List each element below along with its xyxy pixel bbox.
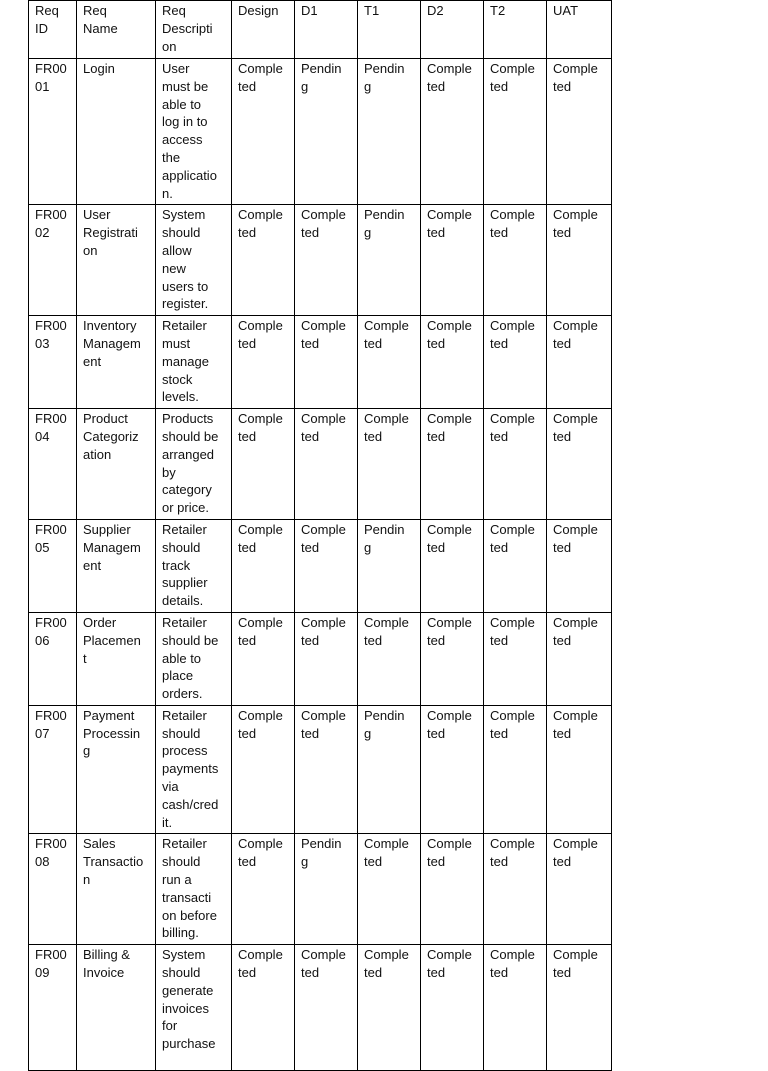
cell-req-description: Retailer should run a transacti on before billing. <box>156 834 232 945</box>
cell-t1-status: Pendin g <box>358 519 421 612</box>
table-header-row <box>29 1 612 59</box>
cell-req-description: Retailer should be able to place orders. <box>156 612 232 705</box>
cell-t1-status: Pendin g <box>358 59 421 205</box>
cell-design-status: Comple ted <box>232 612 295 705</box>
cell-uat-status: Comple ted <box>547 705 612 834</box>
cell-t2-status: Comple ted <box>484 205 547 316</box>
table-row <box>29 519 612 612</box>
table-row <box>29 205 612 316</box>
cell-req-name: Order Placemen t <box>77 612 156 705</box>
cell-d1-status: Comple ted <box>295 409 358 520</box>
cell-uat-status: Comple ted <box>547 316 612 409</box>
cell-d2-status: Comple ted <box>421 834 484 945</box>
cell-t1-status: Comple ted <box>358 612 421 705</box>
cell-req-description: Retailer must manage stock levels. <box>156 316 232 409</box>
cell-t2-status: Comple ted <box>484 705 547 834</box>
header-cell-t2: T2 <box>484 1 547 59</box>
cell-d1-status: Pendin g <box>295 59 358 205</box>
cell-d1-status: Pendin g <box>295 834 358 945</box>
cell-t2-status: Comple ted <box>484 612 547 705</box>
table-row <box>29 612 612 705</box>
cell-req-description: Retailer should process payments via cash/cred it. <box>156 705 232 834</box>
cell-d1-status: Comple ted <box>295 316 358 409</box>
cell-uat-status: Comple ted <box>547 945 612 1071</box>
cell-req-name: Supplier Managem ent <box>77 519 156 612</box>
cell-design-status: Comple ted <box>232 205 295 316</box>
cell-d2-status: Comple ted <box>421 59 484 205</box>
requirements-traceability-table <box>28 0 612 1071</box>
table-row <box>29 316 612 409</box>
table-row <box>29 705 612 834</box>
cell-uat-status: Comple ted <box>547 834 612 945</box>
cell-d2-status: Comple ted <box>421 316 484 409</box>
cell-d1-status: Comple ted <box>295 705 358 834</box>
cell-req-description: Retailer should track supplier details. <box>156 519 232 612</box>
cell-req-name: Billing & Invoice <box>77 945 156 1071</box>
cell-uat-status: Comple ted <box>547 519 612 612</box>
cell-t2-status: Comple ted <box>484 945 547 1071</box>
cell-uat-status: Comple ted <box>547 409 612 520</box>
cell-design-status: Comple ted <box>232 834 295 945</box>
cell-t2-status: Comple ted <box>484 316 547 409</box>
cell-req-id: FR00 02 <box>29 205 77 316</box>
cell-t1-status: Comple ted <box>358 945 421 1071</box>
header-cell-d2: D2 <box>421 1 484 59</box>
cell-t2-status: Comple ted <box>484 519 547 612</box>
cell-uat-status: Comple ted <box>547 612 612 705</box>
cell-design-status: Comple ted <box>232 59 295 205</box>
cell-t2-status: Comple ted <box>484 59 547 205</box>
table-row <box>29 59 612 205</box>
header-cell-req-id: Req ID <box>29 1 77 59</box>
cell-req-description: User must be able to log in to access the applicatio n. <box>156 59 232 205</box>
cell-req-name: Inventory Managem ent <box>77 316 156 409</box>
cell-design-status: Comple ted <box>232 945 295 1071</box>
cell-req-id: FR00 07 <box>29 705 77 834</box>
cell-t1-status: Pendin g <box>358 705 421 834</box>
header-cell-t1: T1 <box>358 1 421 59</box>
cell-t2-status: Comple ted <box>484 834 547 945</box>
cell-req-name: Sales Transactio n <box>77 834 156 945</box>
cell-d2-status: Comple ted <box>421 205 484 316</box>
cell-req-id: FR00 04 <box>29 409 77 520</box>
table-row <box>29 409 612 520</box>
header-cell-req-description: Req Descripti on <box>156 1 232 59</box>
header-cell-design: Design <box>232 1 295 59</box>
cell-req-id: FR00 01 <box>29 59 77 205</box>
cell-d1-status: Comple ted <box>295 205 358 316</box>
cell-d2-status: Comple ted <box>421 519 484 612</box>
header-cell-req-name: Req Name <box>77 1 156 59</box>
cell-req-id: FR00 05 <box>29 519 77 612</box>
cell-d2-status: Comple ted <box>421 612 484 705</box>
cell-req-name: Payment Processin g <box>77 705 156 834</box>
cell-req-name: User Registrati on <box>77 205 156 316</box>
cell-design-status: Comple ted <box>232 519 295 612</box>
cell-req-description: System should allow new users to register. <box>156 205 232 316</box>
cell-d2-status: Comple ted <box>421 945 484 1071</box>
cell-d1-status: Comple ted <box>295 612 358 705</box>
header-cell-d1: D1 <box>295 1 358 59</box>
cell-t1-status: Comple ted <box>358 409 421 520</box>
cell-t1-status: Pendin g <box>358 205 421 316</box>
cell-req-description: System should generate invoices for purchase <box>156 945 232 1071</box>
cell-req-id: FR00 03 <box>29 316 77 409</box>
cell-req-id: FR00 06 <box>29 612 77 705</box>
cell-design-status: Comple ted <box>232 705 295 834</box>
table-row <box>29 834 612 945</box>
cell-d2-status: Comple ted <box>421 705 484 834</box>
cell-req-id: FR00 09 <box>29 945 77 1071</box>
cell-design-status: Comple ted <box>232 316 295 409</box>
cell-design-status: Comple ted <box>232 409 295 520</box>
cell-d1-status: Comple ted <box>295 945 358 1071</box>
cell-d1-status: Comple ted <box>295 519 358 612</box>
cell-t1-status: Comple ted <box>358 834 421 945</box>
cell-t2-status: Comple ted <box>484 409 547 520</box>
cell-uat-status: Comple ted <box>547 59 612 205</box>
cell-req-id: FR00 08 <box>29 834 77 945</box>
cell-uat-status: Comple ted <box>547 205 612 316</box>
cell-req-name: Login <box>77 59 156 205</box>
cell-d2-status: Comple ted <box>421 409 484 520</box>
table-row <box>29 945 612 1071</box>
cell-req-name: Product Categoriz ation <box>77 409 156 520</box>
header-cell-uat: UAT <box>547 1 612 59</box>
cell-req-description: Products should be arranged by category or price. <box>156 409 232 520</box>
cell-t1-status: Comple ted <box>358 316 421 409</box>
